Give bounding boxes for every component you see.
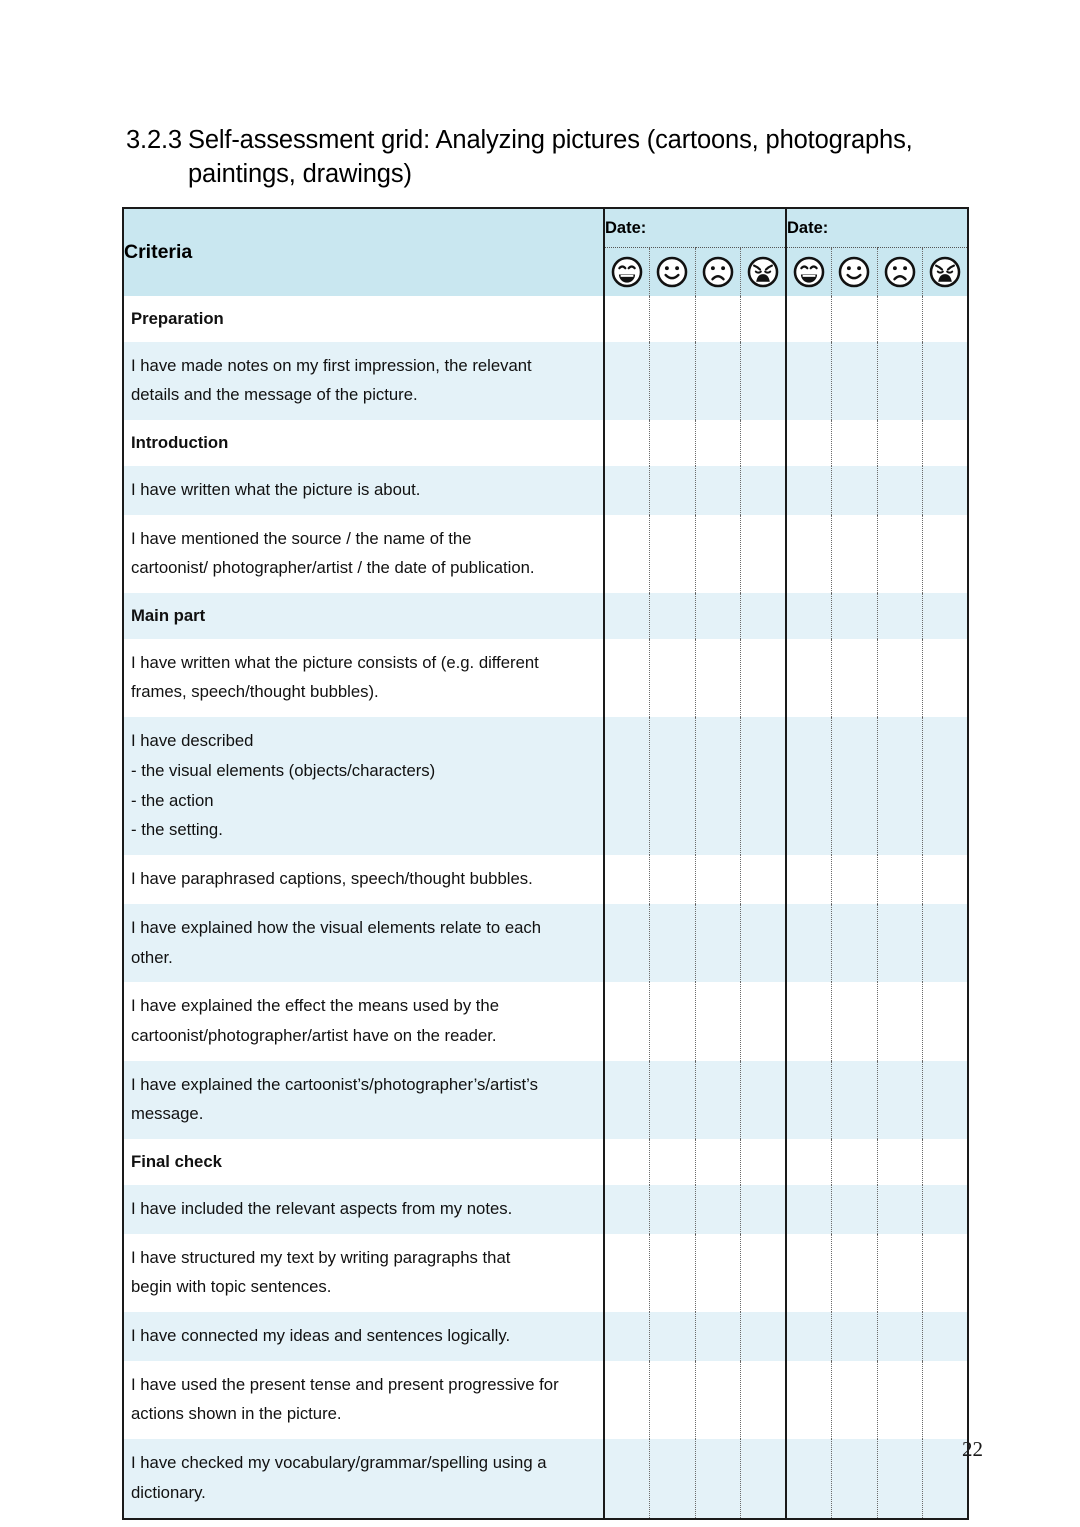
rating-checkbox-cell[interactable]: [923, 420, 969, 466]
rating-checkbox-cell[interactable]: [650, 1234, 696, 1312]
criteria-text: [123, 904, 604, 982]
criteria-line: I have written what the picture is about.: [131, 479, 421, 499]
criteria-line: - the setting.: [131, 820, 223, 840]
rating-checkbox-cell[interactable]: [786, 1185, 832, 1234]
rating-checkbox-cell[interactable]: [877, 904, 923, 982]
rating-checkbox-cell[interactable]: [786, 515, 832, 593]
rating-checkbox-cell[interactable]: [741, 466, 787, 515]
rating-checkbox-cell[interactable]: [786, 296, 832, 342]
criteria-line: other.: [131, 947, 173, 967]
smiling-face-icon: [837, 255, 871, 289]
criteria-text: [123, 342, 604, 420]
criteria-text: [123, 1439, 604, 1518]
criteria-text: [123, 717, 604, 855]
rating-header-smiling-face-g2: [832, 248, 878, 297]
criteria-row: [123, 982, 968, 1060]
rating-checkbox-cell[interactable]: [786, 982, 832, 1060]
rating-checkbox-cell[interactable]: [877, 342, 923, 420]
rating-checkbox-cell[interactable]: [877, 1361, 923, 1439]
section-header-row: [123, 296, 968, 342]
criteria-line: begin with topic sentences.: [131, 1277, 332, 1297]
criteria-text: [123, 1361, 604, 1439]
criteria-line: I have mentioned the source / the name of the: [131, 528, 472, 548]
criteria-text: [123, 1061, 604, 1139]
criteria-text: [123, 639, 604, 717]
rating-checkbox-cell[interactable]: [786, 1139, 832, 1185]
rating-checkbox-cell[interactable]: [604, 593, 650, 639]
rating-checkbox-cell[interactable]: [923, 593, 969, 639]
distressed-face-icon: [746, 255, 780, 289]
rating-checkbox-cell[interactable]: [650, 466, 696, 515]
rating-checkbox-cell[interactable]: [650, 982, 696, 1060]
rating-checkbox-cell[interactable]: [923, 342, 969, 420]
rating-checkbox-cell[interactable]: [786, 1312, 832, 1361]
criteria-row: [123, 466, 968, 515]
rating-checkbox-cell[interactable]: [877, 1139, 923, 1185]
page-title-number: 3.2.3: [126, 126, 182, 154]
criteria-column-header: Criteria: [123, 208, 604, 296]
criteria-text: [123, 982, 604, 1060]
rating-checkbox-cell[interactable]: [741, 1139, 787, 1185]
page-title-text: Self-assessment grid: Analyzing pictures (cartoons, photographs,: [188, 126, 913, 154]
criteria-line: I have explained how the visual elements relate to each: [131, 917, 542, 937]
rating-checkbox-cell[interactable]: [695, 1439, 741, 1518]
rating-checkbox-cell[interactable]: [786, 1439, 832, 1518]
criteria-row: [123, 1312, 968, 1361]
rating-checkbox-cell[interactable]: [786, 1234, 832, 1312]
rating-checkbox-cell[interactable]: [741, 1312, 787, 1361]
criteria-text: [123, 1234, 604, 1312]
rating-checkbox-cell[interactable]: [604, 982, 650, 1060]
rating-checkbox-cell[interactable]: [832, 1061, 878, 1139]
rating-checkbox-cell[interactable]: [877, 717, 923, 855]
criteria-line: I have explained the cartoonist’s/photographer’s/artist’s: [131, 1074, 538, 1094]
criteria-line: I have used the present tense and present progressive for: [131, 1374, 559, 1394]
rating-checkbox-cell[interactable]: [832, 1361, 878, 1439]
rating-checkbox-cell[interactable]: [650, 639, 696, 717]
rating-checkbox-cell[interactable]: [604, 1185, 650, 1234]
rating-checkbox-cell[interactable]: [604, 717, 650, 855]
criteria-row: [123, 1361, 968, 1439]
criteria-row: [123, 855, 968, 904]
rating-checkbox-cell[interactable]: [923, 515, 969, 593]
criteria-line: Preparation: [131, 309, 224, 328]
rating-checkbox-cell[interactable]: [832, 466, 878, 515]
criteria-row: [123, 1234, 968, 1312]
rating-checkbox-cell[interactable]: [695, 1361, 741, 1439]
criteria-text: [123, 855, 604, 904]
smiling-face-icon: [655, 255, 689, 289]
rating-checkbox-cell[interactable]: [695, 1061, 741, 1139]
criteria-row: [123, 1061, 968, 1139]
criteria-line: I have described: [131, 731, 254, 751]
rating-checkbox-cell[interactable]: [741, 296, 787, 342]
rating-checkbox-cell[interactable]: [604, 1061, 650, 1139]
rating-checkbox-cell[interactable]: [923, 1234, 969, 1312]
rating-checkbox-cell[interactable]: [832, 1185, 878, 1234]
rating-checkbox-cell[interactable]: [650, 1361, 696, 1439]
rating-checkbox-cell[interactable]: [832, 904, 878, 982]
rating-checkbox-cell[interactable]: [741, 593, 787, 639]
section-title: [123, 296, 604, 342]
rating-header-distressed-face-g1: [741, 248, 787, 297]
criteria-line: - the action: [131, 790, 214, 810]
criteria-line: Main part: [131, 606, 206, 626]
rating-checkbox-cell[interactable]: [650, 904, 696, 982]
rating-checkbox-cell[interactable]: [604, 1312, 650, 1361]
rating-checkbox-cell[interactable]: [741, 982, 787, 1060]
rating-checkbox-cell[interactable]: [786, 342, 832, 420]
rating-checkbox-cell[interactable]: [877, 982, 923, 1060]
section-title: [123, 420, 604, 466]
distressed-face-icon: [928, 255, 962, 289]
rating-checkbox-cell[interactable]: [923, 855, 969, 904]
rating-header-distressed-face-g2: [923, 248, 969, 297]
criteria-line: dictionary.: [131, 1482, 206, 1502]
rating-checkbox-cell[interactable]: [741, 717, 787, 855]
rating-checkbox-cell[interactable]: [695, 1185, 741, 1234]
rating-checkbox-cell[interactable]: [695, 1139, 741, 1185]
grinning-face-icon: [792, 255, 826, 289]
rating-checkbox-cell[interactable]: [695, 982, 741, 1060]
grid-header-row-dates: [123, 208, 968, 248]
rating-checkbox-cell[interactable]: [923, 982, 969, 1060]
rating-checkbox-cell[interactable]: [604, 342, 650, 420]
section-header-row: [123, 420, 968, 466]
rating-checkbox-cell[interactable]: [923, 1185, 969, 1234]
rating-checkbox-cell[interactable]: [832, 855, 878, 904]
rating-checkbox-cell[interactable]: [923, 904, 969, 982]
rating-checkbox-cell[interactable]: [650, 855, 696, 904]
rating-header-grinning-face-g2: [786, 248, 832, 297]
criteria-row: [123, 515, 968, 593]
rating-checkbox-cell[interactable]: [786, 904, 832, 982]
rating-checkbox-cell[interactable]: [650, 420, 696, 466]
criteria-text: [123, 1185, 604, 1234]
criteria-row: [123, 904, 968, 982]
rating-checkbox-cell[interactable]: [741, 904, 787, 982]
rating-checkbox-cell[interactable]: [923, 296, 969, 342]
rating-checkbox-cell[interactable]: [650, 1139, 696, 1185]
rating-checkbox-cell[interactable]: [877, 1185, 923, 1234]
rating-checkbox-cell[interactable]: [877, 639, 923, 717]
rating-checkbox-cell[interactable]: [832, 515, 878, 593]
rating-checkbox-cell[interactable]: [604, 855, 650, 904]
criteria-line: I have checked my vocabulary/grammar/spelling using a: [131, 1453, 547, 1473]
criteria-line: I have written what the picture consists of (e.g. different: [131, 652, 539, 672]
rating-checkbox-cell[interactable]: [786, 639, 832, 717]
rating-checkbox-cell[interactable]: [923, 1139, 969, 1185]
rating-checkbox-cell[interactable]: [832, 420, 878, 466]
rating-checkbox-cell[interactable]: [741, 1185, 787, 1234]
page-title-text-line2: paintings, drawings): [188, 159, 412, 188]
self-assessment-grid: [122, 207, 969, 1520]
rating-checkbox-cell[interactable]: [650, 296, 696, 342]
rating-checkbox-cell[interactable]: [741, 1361, 787, 1439]
rating-checkbox-cell[interactable]: [832, 593, 878, 639]
rating-checkbox-cell[interactable]: [877, 420, 923, 466]
rating-checkbox-cell[interactable]: [877, 855, 923, 904]
criteria-line: actions shown in the picture.: [131, 1404, 342, 1424]
rating-checkbox-cell[interactable]: [877, 1312, 923, 1361]
rating-checkbox-cell[interactable]: [650, 1061, 696, 1139]
frowning-face-icon: [701, 255, 735, 289]
criteria-line: cartoonist/photographer/artist have on the reader.: [131, 1025, 497, 1045]
rating-checkbox-cell[interactable]: [877, 515, 923, 593]
section-title: [123, 593, 604, 639]
rating-checkbox-cell[interactable]: [604, 904, 650, 982]
rating-checkbox-cell[interactable]: [741, 515, 787, 593]
rating-checkbox-cell[interactable]: [604, 515, 650, 593]
criteria-row: [123, 639, 968, 717]
rating-checkbox-cell[interactable]: [741, 1439, 787, 1518]
criteria-line: - the visual elements (objects/characters): [131, 760, 436, 780]
rating-checkbox-cell[interactable]: [604, 1439, 650, 1518]
page-title: [126, 124, 976, 192]
criteria-text: [123, 466, 604, 515]
rating-checkbox-cell[interactable]: [877, 296, 923, 342]
rating-checkbox-cell[interactable]: [832, 1139, 878, 1185]
criteria-row: [123, 1185, 968, 1234]
criteria-line: Introduction: [131, 433, 229, 453]
rating-checkbox-cell[interactable]: [832, 1234, 878, 1312]
page-number: 22: [962, 1437, 983, 1461]
rating-checkbox-cell[interactable]: [923, 1312, 969, 1361]
rating-checkbox-cell[interactable]: [923, 717, 969, 855]
rating-checkbox-cell[interactable]: [832, 639, 878, 717]
rating-checkbox-cell[interactable]: [604, 296, 650, 342]
criteria-text: [123, 515, 604, 593]
rating-checkbox-cell[interactable]: [877, 1061, 923, 1139]
rating-checkbox-cell[interactable]: [832, 717, 878, 855]
rating-checkbox-cell[interactable]: [832, 1312, 878, 1361]
criteria-row: [123, 717, 968, 855]
rating-checkbox-cell[interactable]: [786, 855, 832, 904]
rating-checkbox-cell[interactable]: [741, 855, 787, 904]
criteria-line: I have included the relevant aspects from my notes.: [131, 1198, 513, 1218]
rating-checkbox-cell[interactable]: [650, 1185, 696, 1234]
grid-body: [123, 296, 968, 1519]
rating-checkbox-cell[interactable]: [695, 593, 741, 639]
rating-checkbox-cell[interactable]: [832, 982, 878, 1060]
rating-checkbox-cell[interactable]: [877, 466, 923, 515]
rating-header-grinning-face-g1: [604, 248, 650, 297]
rating-checkbox-cell[interactable]: [695, 466, 741, 515]
date-group-header-2[interactable]: Date:: [786, 208, 968, 248]
rating-checkbox-cell[interactable]: [923, 1061, 969, 1139]
rating-checkbox-cell[interactable]: [604, 639, 650, 717]
rating-checkbox-cell[interactable]: [604, 1234, 650, 1312]
rating-header-frowning-face-g2: [877, 248, 923, 297]
rating-checkbox-cell[interactable]: [650, 593, 696, 639]
rating-checkbox-cell[interactable]: [741, 1234, 787, 1312]
rating-checkbox-cell[interactable]: [604, 420, 650, 466]
criteria-row: [123, 1439, 968, 1518]
rating-checkbox-cell[interactable]: [832, 1439, 878, 1518]
rating-checkbox-cell[interactable]: [923, 1361, 969, 1439]
rating-checkbox-cell[interactable]: [650, 1312, 696, 1361]
rating-checkbox-cell[interactable]: [695, 639, 741, 717]
rating-checkbox-cell[interactable]: [695, 296, 741, 342]
rating-checkbox-cell[interactable]: [877, 593, 923, 639]
rating-checkbox-cell[interactable]: [695, 717, 741, 855]
rating-checkbox-cell[interactable]: [695, 904, 741, 982]
criteria-line: I have made notes on my first impression, the relevant: [131, 355, 532, 375]
criteria-text: [123, 1312, 604, 1361]
criteria-line: Final check: [131, 1152, 222, 1172]
rating-checkbox-cell[interactable]: [650, 342, 696, 420]
criteria-line: cartoonist/ photographer/artist / the date of publication.: [131, 558, 535, 578]
rating-checkbox-cell[interactable]: [786, 420, 832, 466]
criteria-line: I have connected my ideas and sentences logically.: [131, 1325, 511, 1345]
rating-checkbox-cell[interactable]: [877, 1439, 923, 1518]
rating-checkbox-cell[interactable]: [741, 639, 787, 717]
rating-checkbox-cell[interactable]: [786, 466, 832, 515]
section-header-row: [123, 593, 968, 639]
rating-checkbox-cell[interactable]: [741, 1061, 787, 1139]
rating-checkbox-cell[interactable]: [741, 420, 787, 466]
rating-checkbox-cell[interactable]: [695, 855, 741, 904]
rating-checkbox-cell[interactable]: [650, 717, 696, 855]
rating-checkbox-cell[interactable]: [695, 1312, 741, 1361]
rating-checkbox-cell[interactable]: [923, 639, 969, 717]
rating-checkbox-cell[interactable]: [604, 1361, 650, 1439]
criteria-line: I have paraphrased captions, speech/thought bubbles.: [131, 869, 533, 889]
rating-checkbox-cell[interactable]: [650, 515, 696, 593]
rating-checkbox-cell[interactable]: [832, 296, 878, 342]
rating-checkbox-cell[interactable]: [695, 342, 741, 420]
rating-checkbox-cell[interactable]: [650, 1439, 696, 1518]
rating-checkbox-cell[interactable]: [786, 593, 832, 639]
rating-checkbox-cell[interactable]: [695, 420, 741, 466]
frowning-face-icon: [883, 255, 917, 289]
rating-header-smiling-face-g1: [650, 248, 696, 297]
rating-checkbox-cell[interactable]: [832, 342, 878, 420]
rating-checkbox-cell[interactable]: [604, 466, 650, 515]
criteria-line: I have explained the effect the means used by the: [131, 996, 499, 1016]
criteria-line: frames, speech/thought bubbles).: [131, 682, 379, 702]
rating-header-frowning-face-g1: [695, 248, 741, 297]
criteria-line: details and the message of the picture.: [131, 385, 418, 405]
criteria-row: [123, 342, 968, 420]
rating-checkbox-cell[interactable]: [604, 1139, 650, 1185]
rating-checkbox-cell[interactable]: [741, 342, 787, 420]
criteria-line: message.: [131, 1104, 204, 1124]
section-title: [123, 1139, 604, 1185]
rating-checkbox-cell[interactable]: [923, 466, 969, 515]
rating-checkbox-cell[interactable]: [786, 717, 832, 855]
rating-checkbox-cell[interactable]: [786, 1361, 832, 1439]
rating-checkbox-cell[interactable]: [877, 1234, 923, 1312]
rating-checkbox-cell[interactable]: [786, 1061, 832, 1139]
grid-header: [123, 208, 968, 296]
grinning-face-icon: [610, 255, 644, 289]
date-group-header-1[interactable]: Date:: [604, 208, 786, 248]
criteria-line: I have structured my text by writing paragraphs that: [131, 1247, 511, 1267]
section-header-row: [123, 1139, 968, 1185]
rating-checkbox-cell[interactable]: [695, 515, 741, 593]
rating-checkbox-cell[interactable]: [695, 1234, 741, 1312]
